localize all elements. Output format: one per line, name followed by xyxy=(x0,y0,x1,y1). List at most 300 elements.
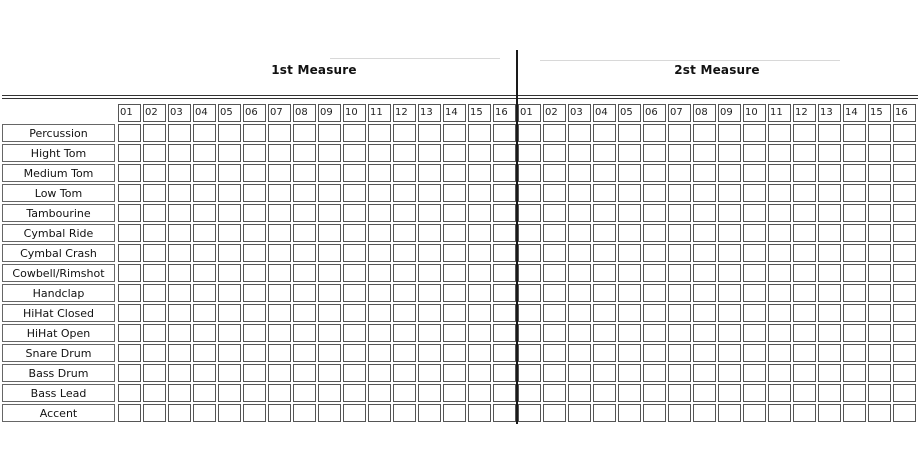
step-cell[interactable] xyxy=(668,244,691,262)
step-cell[interactable] xyxy=(893,384,916,402)
step-cell[interactable] xyxy=(768,404,791,422)
step-cell[interactable] xyxy=(368,344,391,362)
step-cell[interactable] xyxy=(368,124,391,142)
step-cell[interactable] xyxy=(568,164,591,182)
step-cell[interactable] xyxy=(268,284,291,302)
step-cell[interactable] xyxy=(768,204,791,222)
step-cell[interactable] xyxy=(343,184,366,202)
step-cell[interactable] xyxy=(318,184,341,202)
step-cell[interactable] xyxy=(268,324,291,342)
step-cell[interactable] xyxy=(843,204,866,222)
step-cell[interactable] xyxy=(743,304,766,322)
step-cell[interactable] xyxy=(293,224,316,242)
step-cell[interactable] xyxy=(643,404,666,422)
step-cell[interactable] xyxy=(368,364,391,382)
step-cell[interactable] xyxy=(243,324,266,342)
step-cell[interactable] xyxy=(143,304,166,322)
step-cell[interactable] xyxy=(268,364,291,382)
step-cell[interactable] xyxy=(843,344,866,362)
step-cell[interactable] xyxy=(643,164,666,182)
step-cell[interactable] xyxy=(493,144,516,162)
step-cell[interactable] xyxy=(343,404,366,422)
step-cell[interactable] xyxy=(143,344,166,362)
step-cell[interactable] xyxy=(368,244,391,262)
step-cell[interactable] xyxy=(693,344,716,362)
step-cell[interactable] xyxy=(318,284,341,302)
step-cell[interactable] xyxy=(343,264,366,282)
step-cell[interactable] xyxy=(418,184,441,202)
step-cell[interactable] xyxy=(818,404,841,422)
step-cell[interactable] xyxy=(593,244,616,262)
step-cell[interactable] xyxy=(218,184,241,202)
step-cell[interactable] xyxy=(643,144,666,162)
step-cell[interactable] xyxy=(343,324,366,342)
step-cell[interactable] xyxy=(593,384,616,402)
step-cell[interactable] xyxy=(443,224,466,242)
step-cell[interactable] xyxy=(868,224,891,242)
step-cell[interactable] xyxy=(543,404,566,422)
step-cell[interactable] xyxy=(393,304,416,322)
step-cell[interactable] xyxy=(693,404,716,422)
step-cell[interactable] xyxy=(868,264,891,282)
step-cell[interactable] xyxy=(143,164,166,182)
step-cell[interactable] xyxy=(518,124,541,142)
step-cell[interactable] xyxy=(443,184,466,202)
step-cell[interactable] xyxy=(243,124,266,142)
step-cell[interactable] xyxy=(793,284,816,302)
step-cell[interactable] xyxy=(143,264,166,282)
step-cell[interactable] xyxy=(168,144,191,162)
step-cell[interactable] xyxy=(593,144,616,162)
step-cell[interactable] xyxy=(468,404,491,422)
step-cell[interactable] xyxy=(643,264,666,282)
step-cell[interactable] xyxy=(118,264,141,282)
step-cell[interactable] xyxy=(618,324,641,342)
step-cell[interactable] xyxy=(218,124,241,142)
step-cell[interactable] xyxy=(818,304,841,322)
step-cell[interactable] xyxy=(193,144,216,162)
step-cell[interactable] xyxy=(243,384,266,402)
step-cell[interactable] xyxy=(493,124,516,142)
step-cell[interactable] xyxy=(518,184,541,202)
step-cell[interactable] xyxy=(843,184,866,202)
step-cell[interactable] xyxy=(668,164,691,182)
step-cell[interactable] xyxy=(818,284,841,302)
step-cell[interactable] xyxy=(618,164,641,182)
step-cell[interactable] xyxy=(693,164,716,182)
step-cell[interactable] xyxy=(468,244,491,262)
step-cell[interactable] xyxy=(368,204,391,222)
step-cell[interactable] xyxy=(768,144,791,162)
step-cell[interactable] xyxy=(168,284,191,302)
step-cell[interactable] xyxy=(818,224,841,242)
step-cell[interactable] xyxy=(243,224,266,242)
step-cell[interactable] xyxy=(768,124,791,142)
step-cell[interactable] xyxy=(543,124,566,142)
step-cell[interactable] xyxy=(618,364,641,382)
step-cell[interactable] xyxy=(343,384,366,402)
step-cell[interactable] xyxy=(868,324,891,342)
step-cell[interactable] xyxy=(518,344,541,362)
step-cell[interactable] xyxy=(368,224,391,242)
step-cell[interactable] xyxy=(693,204,716,222)
step-cell[interactable] xyxy=(293,244,316,262)
step-cell[interactable] xyxy=(118,324,141,342)
step-cell[interactable] xyxy=(893,224,916,242)
step-cell[interactable] xyxy=(718,264,741,282)
step-cell[interactable] xyxy=(743,224,766,242)
step-cell[interactable] xyxy=(343,204,366,222)
step-cell[interactable] xyxy=(568,324,591,342)
step-cell[interactable] xyxy=(293,284,316,302)
step-cell[interactable] xyxy=(593,184,616,202)
step-cell[interactable] xyxy=(318,244,341,262)
step-cell[interactable] xyxy=(343,284,366,302)
step-cell[interactable] xyxy=(668,384,691,402)
step-cell[interactable] xyxy=(243,304,266,322)
step-cell[interactable] xyxy=(793,224,816,242)
step-cell[interactable] xyxy=(643,224,666,242)
step-cell[interactable] xyxy=(743,164,766,182)
step-cell[interactable] xyxy=(818,364,841,382)
step-cell[interactable] xyxy=(418,124,441,142)
step-cell[interactable] xyxy=(118,344,141,362)
step-cell[interactable] xyxy=(193,224,216,242)
step-cell[interactable] xyxy=(718,344,741,362)
step-cell[interactable] xyxy=(868,204,891,222)
step-cell[interactable] xyxy=(343,364,366,382)
step-cell[interactable] xyxy=(168,364,191,382)
step-cell[interactable] xyxy=(393,324,416,342)
step-cell[interactable] xyxy=(868,184,891,202)
step-cell[interactable] xyxy=(218,304,241,322)
step-cell[interactable] xyxy=(143,184,166,202)
step-cell[interactable] xyxy=(393,344,416,362)
step-cell[interactable] xyxy=(618,124,641,142)
step-cell[interactable] xyxy=(243,164,266,182)
step-cell[interactable] xyxy=(593,224,616,242)
step-cell[interactable] xyxy=(168,164,191,182)
step-cell[interactable] xyxy=(143,404,166,422)
step-cell[interactable] xyxy=(593,304,616,322)
step-cell[interactable] xyxy=(443,304,466,322)
step-cell[interactable] xyxy=(168,124,191,142)
step-cell[interactable] xyxy=(418,364,441,382)
step-cell[interactable] xyxy=(718,144,741,162)
step-cell[interactable] xyxy=(418,144,441,162)
step-cell[interactable] xyxy=(318,144,341,162)
step-cell[interactable] xyxy=(818,184,841,202)
step-cell[interactable] xyxy=(568,264,591,282)
step-cell[interactable] xyxy=(193,344,216,362)
step-cell[interactable] xyxy=(543,384,566,402)
step-cell[interactable] xyxy=(768,244,791,262)
step-cell[interactable] xyxy=(743,284,766,302)
step-cell[interactable] xyxy=(743,404,766,422)
step-cell[interactable] xyxy=(843,284,866,302)
step-cell[interactable] xyxy=(243,264,266,282)
step-cell[interactable] xyxy=(543,164,566,182)
step-cell[interactable] xyxy=(293,184,316,202)
step-cell[interactable] xyxy=(893,284,916,302)
step-cell[interactable] xyxy=(843,164,866,182)
step-cell[interactable] xyxy=(843,404,866,422)
step-cell[interactable] xyxy=(693,304,716,322)
step-cell[interactable] xyxy=(668,364,691,382)
step-cell[interactable] xyxy=(543,264,566,282)
step-cell[interactable] xyxy=(818,164,841,182)
step-cell[interactable] xyxy=(893,204,916,222)
step-cell[interactable] xyxy=(693,224,716,242)
step-cell[interactable] xyxy=(243,404,266,422)
step-cell[interactable] xyxy=(693,384,716,402)
step-cell[interactable] xyxy=(118,284,141,302)
step-cell[interactable] xyxy=(868,404,891,422)
step-cell[interactable] xyxy=(793,184,816,202)
step-cell[interactable] xyxy=(393,144,416,162)
step-cell[interactable] xyxy=(818,124,841,142)
step-cell[interactable] xyxy=(468,384,491,402)
step-cell[interactable] xyxy=(793,324,816,342)
step-cell[interactable] xyxy=(618,384,641,402)
step-cell[interactable] xyxy=(743,264,766,282)
step-cell[interactable] xyxy=(443,284,466,302)
step-cell[interactable] xyxy=(193,384,216,402)
step-cell[interactable] xyxy=(193,244,216,262)
step-cell[interactable] xyxy=(618,344,641,362)
step-cell[interactable] xyxy=(568,244,591,262)
step-cell[interactable] xyxy=(768,184,791,202)
step-cell[interactable] xyxy=(593,344,616,362)
step-cell[interactable] xyxy=(243,364,266,382)
step-cell[interactable] xyxy=(493,184,516,202)
step-cell[interactable] xyxy=(593,164,616,182)
step-cell[interactable] xyxy=(443,124,466,142)
step-cell[interactable] xyxy=(143,384,166,402)
step-cell[interactable] xyxy=(843,264,866,282)
step-cell[interactable] xyxy=(118,244,141,262)
step-cell[interactable] xyxy=(193,264,216,282)
step-cell[interactable] xyxy=(218,364,241,382)
step-cell[interactable] xyxy=(118,364,141,382)
step-cell[interactable] xyxy=(618,204,641,222)
step-cell[interactable] xyxy=(243,204,266,222)
step-cell[interactable] xyxy=(343,164,366,182)
step-cell[interactable] xyxy=(518,224,541,242)
step-cell[interactable] xyxy=(593,204,616,222)
step-cell[interactable] xyxy=(893,244,916,262)
step-cell[interactable] xyxy=(418,304,441,322)
step-cell[interactable] xyxy=(268,384,291,402)
step-cell[interactable] xyxy=(268,244,291,262)
step-cell[interactable] xyxy=(493,164,516,182)
step-cell[interactable] xyxy=(518,384,541,402)
step-cell[interactable] xyxy=(543,284,566,302)
step-cell[interactable] xyxy=(718,204,741,222)
step-cell[interactable] xyxy=(693,324,716,342)
step-cell[interactable] xyxy=(543,204,566,222)
step-cell[interactable] xyxy=(218,164,241,182)
step-cell[interactable] xyxy=(868,124,891,142)
step-cell[interactable] xyxy=(443,324,466,342)
step-cell[interactable] xyxy=(743,144,766,162)
step-cell[interactable] xyxy=(318,204,341,222)
step-cell[interactable] xyxy=(343,144,366,162)
step-cell[interactable] xyxy=(568,184,591,202)
step-cell[interactable] xyxy=(293,344,316,362)
step-cell[interactable] xyxy=(743,344,766,362)
step-cell[interactable] xyxy=(293,404,316,422)
step-cell[interactable] xyxy=(443,364,466,382)
step-cell[interactable] xyxy=(243,144,266,162)
step-cell[interactable] xyxy=(493,264,516,282)
step-cell[interactable] xyxy=(393,184,416,202)
step-cell[interactable] xyxy=(618,244,641,262)
step-cell[interactable] xyxy=(168,204,191,222)
step-cell[interactable] xyxy=(568,284,591,302)
step-cell[interactable] xyxy=(593,124,616,142)
step-cell[interactable] xyxy=(418,164,441,182)
step-cell[interactable] xyxy=(468,224,491,242)
step-cell[interactable] xyxy=(393,224,416,242)
step-cell[interactable] xyxy=(768,284,791,302)
step-cell[interactable] xyxy=(818,204,841,222)
step-cell[interactable] xyxy=(218,224,241,242)
step-cell[interactable] xyxy=(643,324,666,342)
step-cell[interactable] xyxy=(618,224,641,242)
step-cell[interactable] xyxy=(118,184,141,202)
step-cell[interactable] xyxy=(118,164,141,182)
step-cell[interactable] xyxy=(543,304,566,322)
step-cell[interactable] xyxy=(143,144,166,162)
step-cell[interactable] xyxy=(568,224,591,242)
step-cell[interactable] xyxy=(218,204,241,222)
step-cell[interactable] xyxy=(893,184,916,202)
step-cell[interactable] xyxy=(568,204,591,222)
step-cell[interactable] xyxy=(668,304,691,322)
step-cell[interactable] xyxy=(443,264,466,282)
step-cell[interactable] xyxy=(193,284,216,302)
step-cell[interactable] xyxy=(868,144,891,162)
step-cell[interactable] xyxy=(193,324,216,342)
step-cell[interactable] xyxy=(718,364,741,382)
step-cell[interactable] xyxy=(818,144,841,162)
step-cell[interactable] xyxy=(268,164,291,182)
step-cell[interactable] xyxy=(893,344,916,362)
step-cell[interactable] xyxy=(468,364,491,382)
step-cell[interactable] xyxy=(868,364,891,382)
step-cell[interactable] xyxy=(668,344,691,362)
step-cell[interactable] xyxy=(443,244,466,262)
step-cell[interactable] xyxy=(743,204,766,222)
step-cell[interactable] xyxy=(568,304,591,322)
step-cell[interactable] xyxy=(268,264,291,282)
step-cell[interactable] xyxy=(768,164,791,182)
step-cell[interactable] xyxy=(368,264,391,282)
step-cell[interactable] xyxy=(393,204,416,222)
step-cell[interactable] xyxy=(418,404,441,422)
step-cell[interactable] xyxy=(268,224,291,242)
step-cell[interactable] xyxy=(193,364,216,382)
step-cell[interactable] xyxy=(193,164,216,182)
step-cell[interactable] xyxy=(743,124,766,142)
step-cell[interactable] xyxy=(893,364,916,382)
step-cell[interactable] xyxy=(468,324,491,342)
step-cell[interactable] xyxy=(368,304,391,322)
step-cell[interactable] xyxy=(568,144,591,162)
step-cell[interactable] xyxy=(168,264,191,282)
step-cell[interactable] xyxy=(318,344,341,362)
step-cell[interactable] xyxy=(318,164,341,182)
step-cell[interactable] xyxy=(443,164,466,182)
step-cell[interactable] xyxy=(118,304,141,322)
step-cell[interactable] xyxy=(743,384,766,402)
step-cell[interactable] xyxy=(868,284,891,302)
step-cell[interactable] xyxy=(493,224,516,242)
step-cell[interactable] xyxy=(793,344,816,362)
step-cell[interactable] xyxy=(593,284,616,302)
step-cell[interactable] xyxy=(343,344,366,362)
step-cell[interactable] xyxy=(518,204,541,222)
step-cell[interactable] xyxy=(293,124,316,142)
step-cell[interactable] xyxy=(543,244,566,262)
step-cell[interactable] xyxy=(493,244,516,262)
step-cell[interactable] xyxy=(268,204,291,222)
step-cell[interactable] xyxy=(643,244,666,262)
step-cell[interactable] xyxy=(293,204,316,222)
step-cell[interactable] xyxy=(793,384,816,402)
step-cell[interactable] xyxy=(768,344,791,362)
step-cell[interactable] xyxy=(468,264,491,282)
step-cell[interactable] xyxy=(393,244,416,262)
step-cell[interactable] xyxy=(193,404,216,422)
step-cell[interactable] xyxy=(718,224,741,242)
step-cell[interactable] xyxy=(293,324,316,342)
step-cell[interactable] xyxy=(468,344,491,362)
step-cell[interactable] xyxy=(718,404,741,422)
step-cell[interactable] xyxy=(468,124,491,142)
step-cell[interactable] xyxy=(893,144,916,162)
step-cell[interactable] xyxy=(518,144,541,162)
step-cell[interactable] xyxy=(668,204,691,222)
step-cell[interactable] xyxy=(668,184,691,202)
step-cell[interactable] xyxy=(168,304,191,322)
step-cell[interactable] xyxy=(368,324,391,342)
step-cell[interactable] xyxy=(493,304,516,322)
step-cell[interactable] xyxy=(118,204,141,222)
step-cell[interactable] xyxy=(318,264,341,282)
step-cell[interactable] xyxy=(643,204,666,222)
step-cell[interactable] xyxy=(368,404,391,422)
step-cell[interactable] xyxy=(793,144,816,162)
step-cell[interactable] xyxy=(493,204,516,222)
step-cell[interactable] xyxy=(468,284,491,302)
step-cell[interactable] xyxy=(568,384,591,402)
step-cell[interactable] xyxy=(743,184,766,202)
step-cell[interactable] xyxy=(668,144,691,162)
step-cell[interactable] xyxy=(768,364,791,382)
step-cell[interactable] xyxy=(393,404,416,422)
step-cell[interactable] xyxy=(393,264,416,282)
step-cell[interactable] xyxy=(618,404,641,422)
step-cell[interactable] xyxy=(343,224,366,242)
step-cell[interactable] xyxy=(568,404,591,422)
step-cell[interactable] xyxy=(818,384,841,402)
step-cell[interactable] xyxy=(643,364,666,382)
step-cell[interactable] xyxy=(793,164,816,182)
step-cell[interactable] xyxy=(843,124,866,142)
step-cell[interactable] xyxy=(343,304,366,322)
